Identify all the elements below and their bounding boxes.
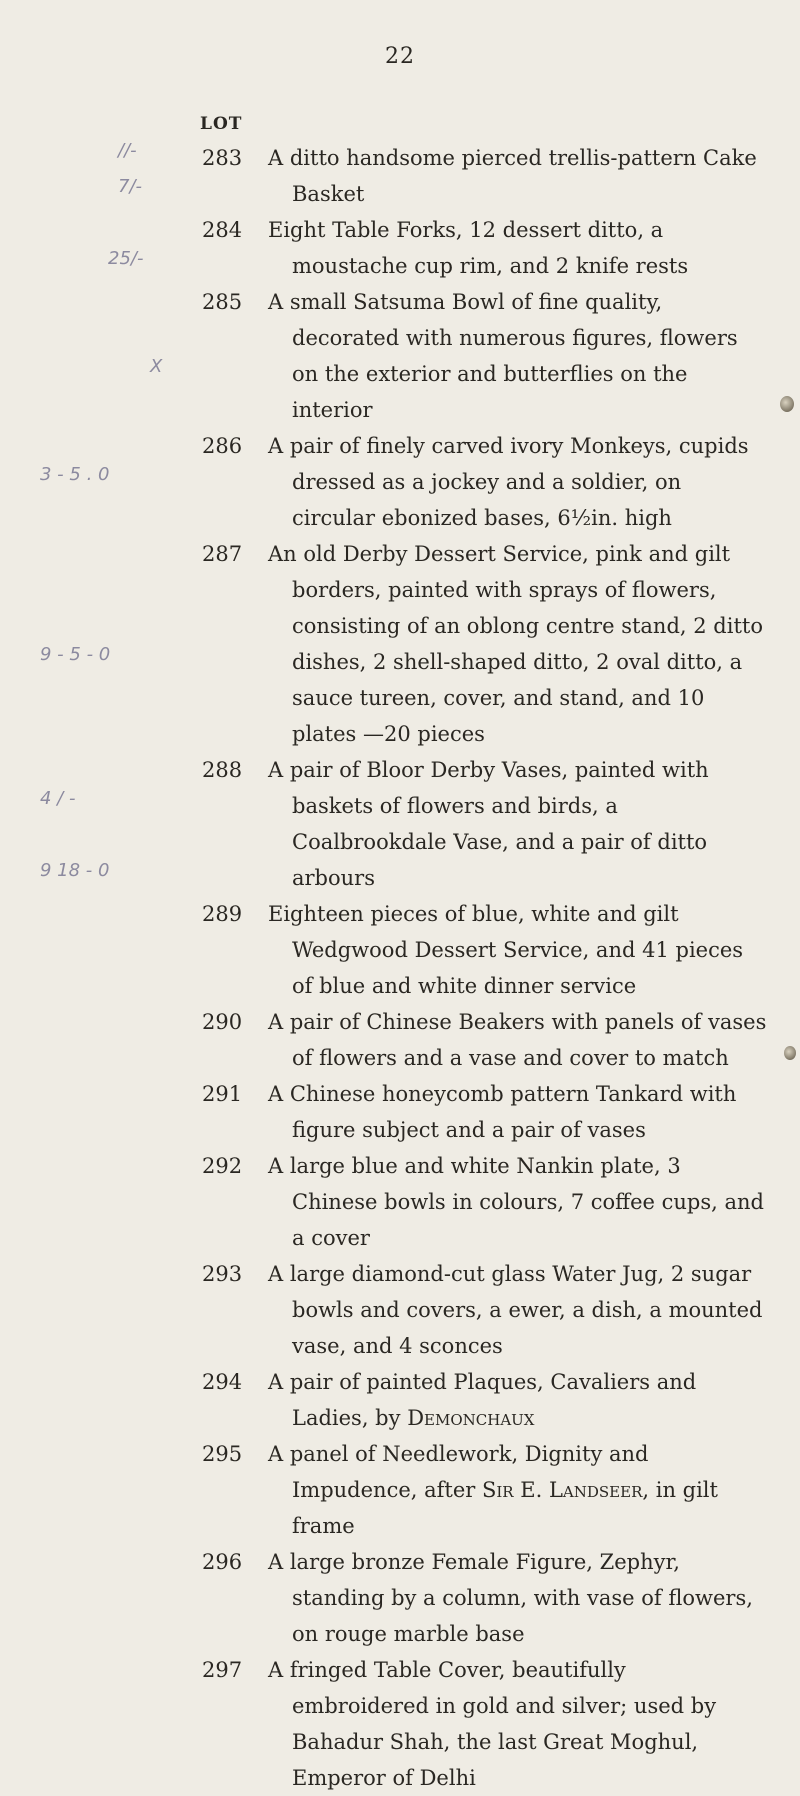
lot-number: 290 [202, 1010, 243, 1034]
lot-number: 295 [202, 1442, 243, 1466]
lot-description: A large diamond-cut glass Water Jug, 2 sugar bowls and covers, a ewer, a dish, a mounted vase, and 4 sconces [268, 1262, 763, 1358]
lot-number: 286 [202, 434, 243, 458]
lot-description: A small Satsuma Bowl of fine quality, decorated with numerous figures, flowers on the exterior and butterflies on the interior [268, 290, 738, 422]
artist-name: Sir E. Landseer, [482, 1478, 650, 1502]
lot-description: A large blue and white Nankin plate, 3 Chinese bowls in colours, 7 coffee cups, and a cover [268, 1154, 764, 1250]
lot-description-text: A panel of Needlework, Dignity and Impudence, after [268, 1442, 649, 1502]
paper-blemish [784, 1046, 796, 1060]
lot-number: 291 [202, 1082, 243, 1106]
lot-number: 285 [202, 290, 243, 314]
lot-number: 293 [202, 1262, 243, 1286]
lot-description: A fringed Table Cover, beautifully embroidered in gold and silver; used by Bahadur Shah, the last Great Moghul, Emperor of Delhi [268, 1658, 717, 1790]
lot-number: 284 [202, 218, 243, 242]
lot-number: 283 [202, 146, 243, 170]
pencil-mark-290: 9 18 - 0 [40, 860, 110, 881]
pencil-mark-286: X [150, 356, 163, 377]
pencil-mark-289: 4 / - [40, 788, 76, 809]
pencil-mark-284: 7/- [118, 176, 143, 197]
pencil-mark-283: //- [118, 140, 137, 161]
lot-description: A Chinese honeycomb pattern Tankard with figure subject and a pair of vases [268, 1082, 737, 1142]
lot-number: 297 [202, 1658, 243, 1682]
lot-description: A ditto handsome pierced trellis-pattern Cake Basket [268, 146, 757, 206]
lot-number: 289 [202, 902, 243, 926]
lot-description: An old Derby Dessert Service, pink and gilt borders, painted with sprays of flowers, consisting of an oblong centre stand, 2 ditto dishes, 2 shell-shaped ditto, 2 oval ditto, a sauce tureen, cover, and stand, and 10 plates —20 pieces [268, 542, 763, 746]
lot-entry-294 [0, 1364, 800, 1436]
lot-entry-286 [0, 428, 800, 536]
lot-description: Eighteen pieces of blue, white and gilt Wedgwood Dessert Service, and 41 pieces of blue and white dinner service [268, 902, 744, 998]
lot-description [268, 1436, 768, 1544]
lot-description-tail: in gilt frame [292, 1478, 718, 1538]
lot-number: 294 [202, 1370, 243, 1394]
lot-entry-297 [0, 1652, 800, 1796]
lot-description: Eight Table Forks, 12 dessert ditto, a moustache cup rim, and 2 knife rests [268, 218, 689, 278]
lot-description: A pair of finely carved ivory Monkeys, cupids dressed as a jockey and a soldier, on circular ebonized bases, 6½in. high [268, 434, 749, 530]
pencil-mark-285: 25/- [108, 248, 144, 269]
lot-entry-293 [0, 1256, 800, 1364]
lot-number: 287 [202, 542, 243, 566]
lot-number: 296 [202, 1550, 243, 1574]
lot-description: A large bronze Female Figure, Zephyr, standing by a column, with vase of flowers, on rouge marble base [268, 1550, 753, 1646]
pencil-mark-288: 9 - 5 - 0 [40, 644, 111, 665]
lot-number: 288 [202, 758, 243, 782]
lot-description: A pair of Bloor Derby Vases, painted with baskets of flowers and birds, a Coalbrookdale Vase, and a pair of ditto arbours [268, 758, 709, 890]
lot-description [268, 1364, 768, 1436]
lot-description: A pair of Chinese Beakers with panels of vases of flowers and a vase and cover to match [268, 1010, 767, 1070]
lot-entry-295 [0, 1436, 800, 1544]
lot-entry-289 [0, 896, 800, 1004]
lot-entry-296 [0, 1544, 800, 1652]
artist-name: Demonchaux [407, 1406, 535, 1430]
pencil-mark-287: 3 - 5 . 0 [40, 464, 110, 485]
paper-blemish [780, 396, 794, 412]
lot-list [0, 140, 800, 1796]
lot-description-text: A pair of painted Plaques, Cavaliers and Ladies, by [268, 1370, 697, 1430]
lot-entry-287 [0, 536, 800, 752]
lot-entry-285 [0, 284, 800, 428]
lot-entry-292 [0, 1148, 800, 1256]
lot-number: 292 [202, 1154, 243, 1178]
lot-entry-288 [0, 752, 800, 896]
page-number: 22 [385, 44, 415, 69]
lot-entry-291 [0, 1076, 800, 1148]
lot-column-header: LOT [200, 114, 243, 134]
lot-entry-290 [0, 1004, 800, 1076]
